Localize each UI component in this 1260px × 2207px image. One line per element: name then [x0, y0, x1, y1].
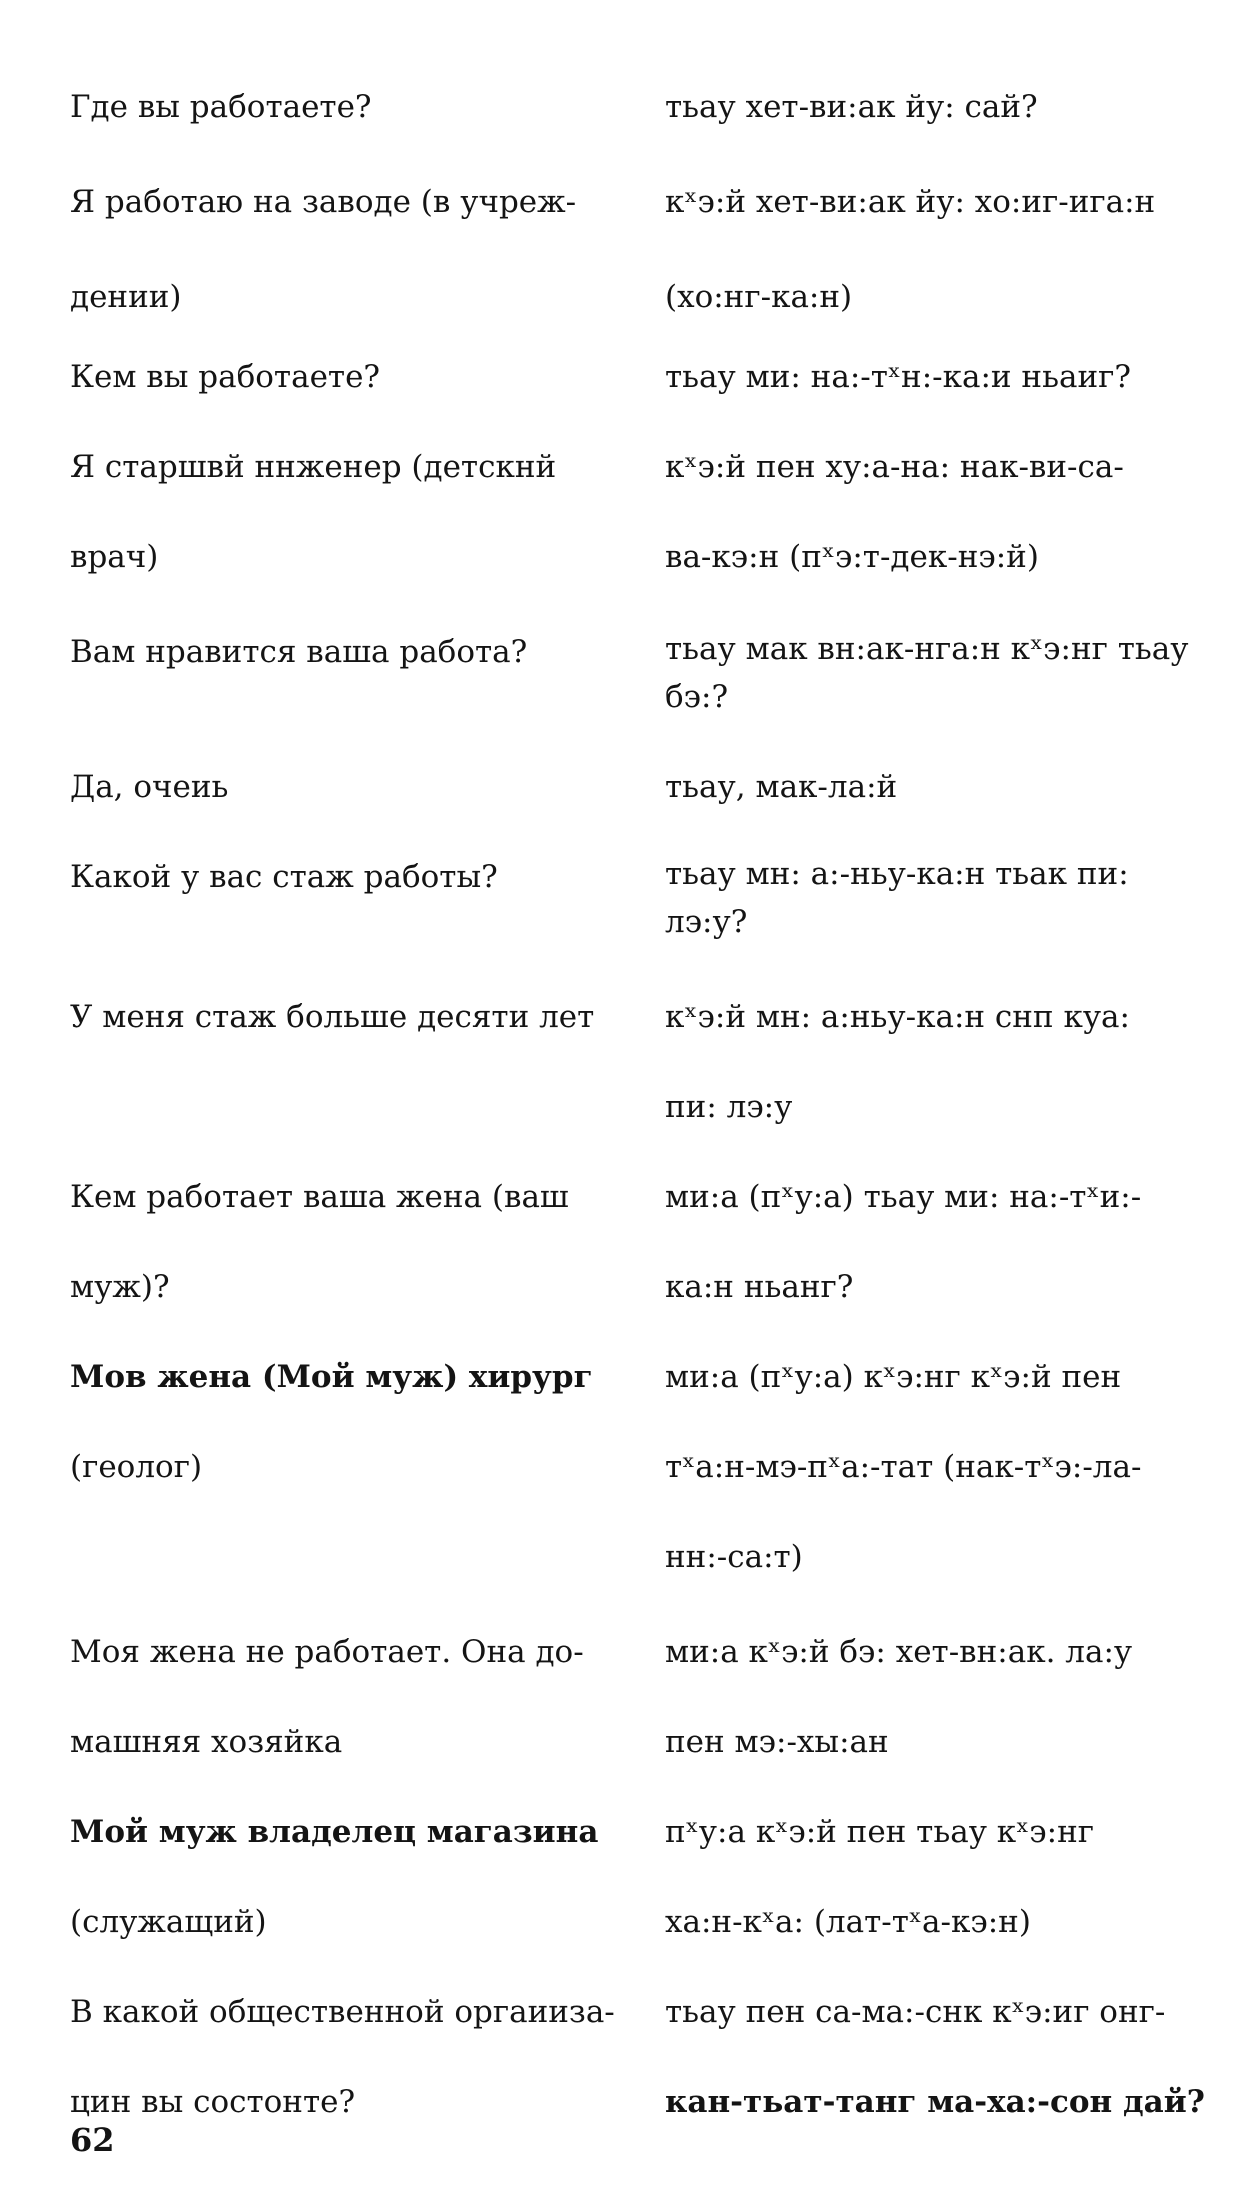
lao-transcription: тьау пен са-ма:-снк кˣэ:иг онг-	[665, 1994, 1166, 2030]
lao-transcription: кˣэ:й мн: а:ньу-ка:н снп куа:	[665, 999, 1130, 1035]
lao-transcription: (хо:нг-ка:н)	[665, 279, 853, 315]
lao-transcription: тьау мн: а:-ньу-ка:н тьак пи: лэ:у?	[665, 856, 1129, 940]
russian-phrase: Мов жена (Мой муж) хирург	[70, 1359, 593, 1395]
lao-transcription: пи: лэ:у	[665, 1089, 793, 1125]
lao-transcription: ми:а (пˣу:а) кˣэ:нг кˣэ:й пен	[665, 1359, 1122, 1395]
russian-phrase: врач)	[70, 539, 159, 575]
russian-phrase: Моя жена не работает. Она до-	[70, 1634, 584, 1670]
lao-transcription: ми:а кˣэ:й бэ: хет-вн:ак. ла:у	[665, 1634, 1133, 1670]
russian-phrase: Я работаю на заводе (в учреж-	[70, 184, 577, 220]
russian-phrase: Какой у вас стаж работы?	[70, 859, 498, 895]
lao-transcription: пен мэ:-хы:ан	[665, 1724, 889, 1760]
russian-phrase: Вам нравится ваша работа?	[70, 634, 528, 670]
lao-transcription: тьау ми: на:-тˣн:-ка:и ньаиг?	[665, 359, 1131, 395]
lao-transcription: ка:н ньанг?	[665, 1269, 854, 1305]
russian-phrase: В какой общественной оргаииза-	[70, 1994, 615, 2030]
russian-phrase: У меня стаж больше десяти лет	[70, 999, 595, 1035]
lao-transcription: нн:-са:т)	[665, 1539, 803, 1575]
russian-phrase: машняя хозяйка	[70, 1724, 343, 1760]
lao-transcription: ва-кэ:н (пˣэ:т-дек-нэ:й)	[665, 539, 1039, 575]
lao-transcription: тˣа:н-мэ-пˣа:-тат (нак-тˣэ:-ла-	[665, 1449, 1142, 1485]
lao-transcription: кан-тьат-танг ма-ха:-сон дай?	[665, 2084, 1205, 2120]
lao-transcription: ми:а (пˣу:а) тьау ми: на:-тˣи:-	[665, 1179, 1142, 1215]
russian-phrase: муж)?	[70, 1269, 170, 1305]
lao-transcription: тьау мак вн:ак-нга:н кˣэ:нг тьау бэ:?	[665, 631, 1189, 715]
lao-transcription: тьау, мак-ла:й	[665, 769, 898, 805]
russian-phrase: (служащий)	[70, 1904, 267, 1940]
russian-phrase: (геолог)	[70, 1449, 203, 1485]
russian-phrase: Где вы работаете?	[70, 89, 372, 125]
russian-phrase: Я старшвй ннженер (детскнй	[70, 449, 557, 485]
russian-phrase: дении)	[70, 279, 182, 315]
russian-phrase: цин вы состонте?	[70, 2084, 356, 2120]
russian-phrase: Кем вы работаете?	[70, 359, 381, 395]
russian-phrase: Кем работает ваша жена (ваш	[70, 1179, 569, 1215]
lao-transcription: тьау хет-ви:ак йу: сай?	[665, 89, 1038, 125]
lao-transcription: ха:н-кˣа: (лат-тˣа-кэ:н)	[665, 1904, 1031, 1940]
lao-transcription: кˣэ:й хет-ви:ак йу: хо:иг-ига:н	[665, 184, 1156, 220]
russian-phrase: Да, очеиь	[70, 769, 229, 805]
russian-phrase: Мой муж владелец магазина	[70, 1814, 599, 1850]
lao-transcription: кˣэ:й пен ху:а-на: нак-ви-са-	[665, 449, 1124, 485]
lao-transcription: пˣу:а кˣэ:й пен тьау кˣэ:нг	[665, 1814, 1095, 1850]
page-number: 62	[70, 2121, 115, 2159]
